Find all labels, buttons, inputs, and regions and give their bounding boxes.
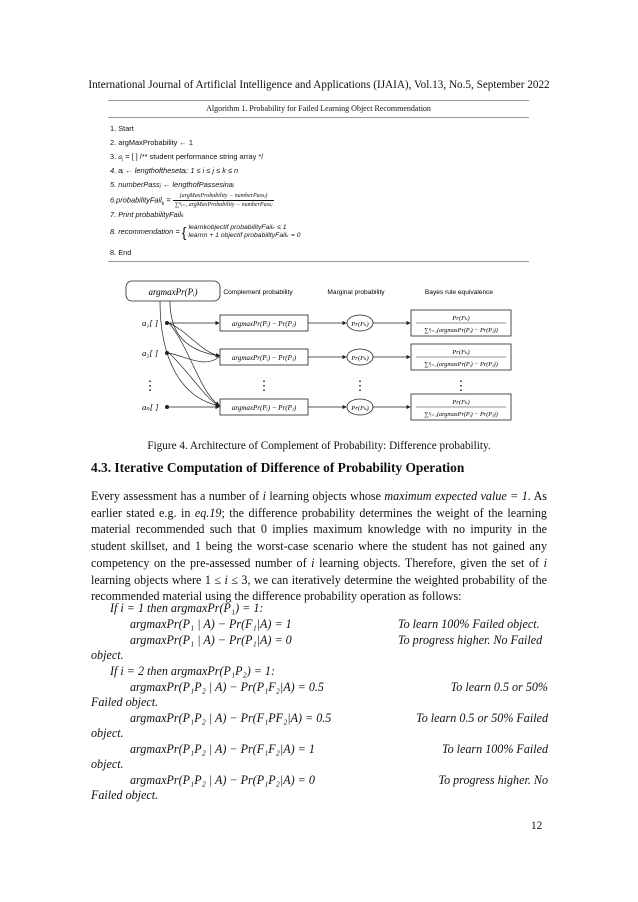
ellipsis-bayes: ⋮: [454, 378, 468, 393]
section-heading: 4.3. Iterative Computation of Difference of Probability Operation: [91, 460, 465, 475]
case-2-note-4: To progress higher. No: [438, 773, 548, 787]
bayes-num-1: Pr(Fₖ): [452, 315, 470, 322]
curve-to-row-n: [160, 301, 220, 406]
journal-header: International Journal of Artificial Intelligence and Applications (IJAIA), Vol.13, No.5, September 2022: [88, 79, 550, 91]
para-em-2: eq.19: [194, 505, 222, 520]
case-1-equation-2: argmaxPr(P₁ | A) − Pr(P₁|A) = 0: [130, 633, 292, 647]
bayes-den-2: ∑ⁿᵢ₌₁(argmaxPr(Pᵢ) − Pr(Pⱼ)): [424, 361, 498, 368]
step-3-var: a: [118, 152, 122, 161]
algorithm-step-4: 4. aᵢ ← lengthofthesetaᵢ: 1 ≤ i ≤ j ≤ k ≤ n: [110, 166, 239, 175]
case-2-equation-4: argmaxPr(P₁P₂ | A) − Pr(P₁P₂|A) = 0: [130, 773, 315, 787]
arrow-a1-cross: [169, 323, 219, 356]
case-2-note-2-cont: object.: [91, 726, 124, 740]
step-6-fraction: [173, 192, 275, 209]
case-2-equation-1: argmaxPr(P₁P₂ | A) − Pr(P₁F₂|A) = 0.5: [130, 680, 324, 694]
algorithm-title-divider: [108, 117, 529, 118]
node-an-dot: [165, 405, 169, 409]
algorithm-step-5: 5. numberPassⱼ ← lengthofPassesinaᵢ: [110, 180, 234, 189]
bayes-num-2: Pr(Fₖ): [452, 349, 470, 356]
node-an-label: aₙ[ ]: [142, 402, 159, 412]
architecture-diagram: [120, 278, 520, 428]
step-8-cases: [188, 224, 300, 240]
case-2-note-4-cont: Failed object.: [91, 788, 159, 802]
ellipsis-marginal: ⋮: [353, 378, 367, 393]
algorithm-step-3: [110, 152, 263, 163]
bayes-num-n: Pr(Fₖ): [452, 399, 470, 406]
case-1-equation-1: argmaxPr(P₁ | A) − Pr(F₁|A) = 1: [130, 617, 292, 631]
curve-to-row-2: [170, 301, 220, 356]
case-1-heading: If i = 1 then argmaxPr(P₁) = 1:: [110, 601, 264, 615]
case-2-note-2: To learn 0.5 or 50% Failed: [416, 711, 548, 725]
step-6-denominator: ∑ⁿⱼ₌₁ argMaxProbability − numberPassⱼ: [174, 202, 273, 208]
algorithm-step-6: [110, 192, 274, 209]
para-var-i-1: i: [262, 489, 266, 503]
para-text-7: ≤ 3, we can iteratively determine the weighted probability of the recommended material using the difference probability operation as follows:: [91, 572, 548, 604]
para-text-2: learning objects whose: [265, 489, 385, 503]
argmax-node-label: argmaxPr(Pᵢ): [148, 287, 198, 297]
step-3-number: 3.: [110, 152, 119, 161]
col-header-marginal: Marginal probability: [327, 289, 385, 296]
para-em-1: maximum expected value = 1: [384, 489, 528, 503]
case-1-note-2-cont: object.: [91, 648, 124, 662]
algorithm-title: Algorithm 1. Probability for Failed Learning Object Recommendation: [206, 104, 431, 113]
node-a2-dot: [165, 351, 169, 355]
case-1-note-2: To progress higher. No Failed: [398, 633, 543, 647]
marginal-text-2: Pr(Fₖ): [351, 355, 369, 362]
para-text-6: learning objects where 1 ≤: [91, 572, 225, 587]
step-3-sub: i: [121, 157, 124, 164]
figure-caption: Figure 4. Architecture of Complement of Probability: Difference probability.: [147, 440, 491, 452]
case-2-note-3-cont: object.: [91, 757, 124, 771]
step-8-lhs: 8. recommendation =: [110, 226, 180, 236]
algorithm-box: [108, 100, 529, 262]
para-text-3: . As earlier stated e.g. in: [91, 489, 548, 520]
col-header-complement: Complement probability: [223, 289, 293, 296]
case-2-equation-2: argmaxPr(P₁P₂ | A) − Pr(F₁PF₂|A) = 0.5: [130, 711, 332, 725]
para-var-i-4: i: [224, 572, 228, 587]
complement-text-n: argmaxPr(Pᵢ) − Pr(Pⱼ): [231, 404, 297, 412]
algorithm-step-1: 1. Start: [110, 124, 134, 133]
page-number: 12: [531, 820, 543, 832]
algorithm-step-8: [110, 224, 301, 240]
ellipsis-nodes: ⋮: [143, 378, 157, 393]
para-text-4: ; the difference probability determines the weight of the learning material recommended such that 0 implies maximum knowledge with no impurity in the student skillset, and 1 being the worst-case scenario where the student has not gained any competency on the pre-assessed number of: [91, 505, 547, 570]
marginal-text-1: Pr(Fₖ): [351, 321, 369, 328]
step-6-sub: k: [161, 200, 165, 207]
case-2-note-3: To learn 100% Failed: [441, 742, 548, 756]
case-2-heading: If i = 2 then argmaxPr(P₁P₂) = 1:: [110, 664, 276, 678]
node-a1-label: a₁[ ]: [142, 318, 159, 328]
node-a2-label: a₂[ ]: [142, 348, 159, 358]
step-3-rest: = [ ] /** student performance string array */: [123, 152, 264, 161]
para-text-5: learning objects. Therefore, given the set of: [314, 555, 544, 570]
para-var-i-2: i: [311, 555, 315, 570]
step-6-numerator: (argMaxProbability − numberPassⱼ): [173, 192, 275, 201]
bayes-den-1: ∑ⁿᵢ₌₁(argmaxPr(Pᵢ) − Pr(Pⱼ)): [424, 327, 498, 334]
algorithm-step-7: 7. Print probabilityFailₖ: [110, 210, 185, 219]
case-2-equation-3: argmaxPr(P₁P₂ | A) − Pr(F₁F₂|A) = 1: [130, 742, 315, 756]
case-2-note-1-cont: Failed object.: [91, 695, 159, 709]
marginal-text-n: Pr(Fₖ): [351, 405, 369, 412]
para-text-1: Every assessment has a number of: [91, 489, 263, 503]
algorithm-step-9: 8. End: [110, 248, 132, 257]
step-6-eq: =: [164, 195, 171, 205]
step-8-case-1: learnkobjectif probabilityFailₖ ≤ 1: [188, 224, 287, 231]
step-8-case-2: learnn + 1 objectif probabilityFailₖ = 0: [188, 232, 301, 239]
node-a1-dot: [165, 321, 169, 325]
step-8-brace: {: [181, 224, 187, 240]
para-var-i-3: i: [543, 555, 547, 570]
ellipsis-complement: ⋮: [257, 378, 271, 393]
col-header-bayes: Bayes rule equivalence: [424, 289, 494, 296]
arrow-a1-cross-n: [169, 323, 219, 405]
bayes-den-n: ∑ⁿᵢ₌₁(argmaxPr(Pᵢ) − Pr(Pⱼ)): [424, 411, 498, 418]
case-2-note-1: To learn 0.5 or 50%: [450, 680, 548, 694]
complement-text-2: argmaxPr(Pᵢ) − Pr(Pⱼ): [231, 354, 297, 362]
step-6-lhs: 6.probabilityFail: [110, 195, 162, 205]
case-1-note-1: To learn 100% Failed object.: [398, 617, 540, 631]
complement-text-1: argmaxPr(Pᵢ) − Pr(Pⱼ): [231, 320, 297, 328]
algorithm-step-2: 2. argMaxProbability ← 1: [110, 138, 193, 147]
body-paragraph: [91, 488, 547, 605]
